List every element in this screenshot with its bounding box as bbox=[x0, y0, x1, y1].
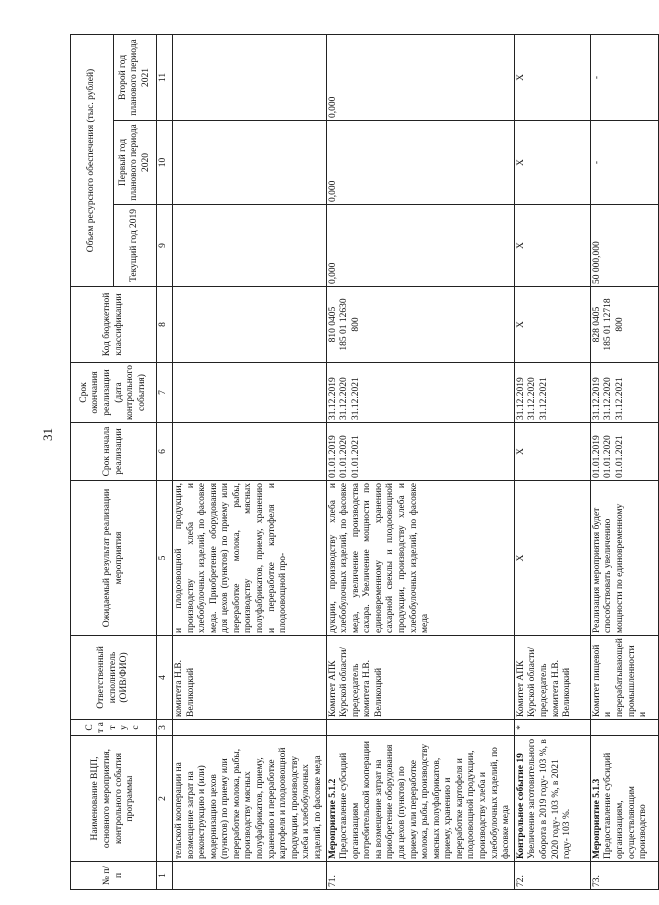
end-date: 31.12.2019 bbox=[327, 377, 338, 420]
kbk-part: 828 0405 bbox=[591, 306, 602, 343]
rotated-table-region bbox=[70, 35, 649, 890]
start-date: 01.01.2019 bbox=[591, 435, 602, 478]
header-2021: Второй год планового периода 2021 bbox=[114, 34, 157, 120]
column-number: 6 bbox=[157, 423, 173, 481]
row-name bbox=[590, 736, 658, 862]
kbk-part: 185 01 12630 bbox=[339, 298, 350, 351]
row-v2020: 0,000 bbox=[326, 121, 514, 205]
row-end bbox=[590, 363, 658, 423]
row-num: 71. bbox=[326, 862, 514, 890]
row-start bbox=[590, 423, 658, 481]
page-number: 31 bbox=[40, 428, 55, 441]
row-name-title: Мероприятие 5.1.3 bbox=[591, 778, 602, 859]
row-kbk bbox=[173, 287, 327, 363]
header-2020: Первый год планового периода 2020 bbox=[114, 121, 157, 205]
row-v2020 bbox=[173, 121, 327, 205]
row-executor: Комитет АПК Курской области/председатель комитета Н.В. Великоцкий bbox=[326, 636, 514, 720]
column-number: 5 bbox=[157, 481, 173, 636]
row-executor: комитета Н.В. Великоцкий bbox=[173, 636, 327, 720]
row-kbk bbox=[326, 287, 514, 363]
table-row bbox=[173, 34, 327, 889]
row-num: 73. bbox=[590, 862, 658, 890]
row-v2020: Х bbox=[514, 121, 590, 205]
row-result: дукции, производству хлеба и хлебобулочных изделий, по фасовке меда, увеличение производства сахара. Увеличение мощности по единовременному хранению сахарной свеклы и плодоовощной продукции, производству хлеба и хлебобулочных изделий, по фасовке меда bbox=[326, 481, 514, 636]
row-start bbox=[326, 423, 514, 481]
row-num: 72. bbox=[514, 862, 590, 890]
row-end bbox=[514, 363, 590, 423]
row-status bbox=[590, 720, 658, 736]
header-kbk: Код бюджетной классификации bbox=[71, 287, 157, 363]
header-result: Ожидаемый результат реализации мероприятия bbox=[71, 481, 157, 636]
start-date: 01.01.2020 bbox=[339, 435, 350, 478]
row-name bbox=[326, 736, 514, 862]
header-executor: Ответственный исполнитель (ОИВ/ФИО) bbox=[71, 636, 157, 720]
row-result: Реализация мероприятия будет способствовать увеличению мощности по единовременному bbox=[590, 481, 658, 636]
end-date: 31.12.2021 bbox=[350, 377, 361, 420]
row-v2021: 0,000 bbox=[326, 34, 514, 120]
table-row bbox=[590, 34, 658, 889]
row-executor: Комитет АПК Курской области/председатель комитета Н.В. Великоцкий bbox=[514, 636, 590, 720]
kbk-part: 185 01 12718 bbox=[603, 298, 614, 351]
row-status bbox=[326, 720, 514, 736]
row-num bbox=[173, 862, 327, 890]
row-v2020: - bbox=[590, 121, 658, 205]
column-number: 7 bbox=[157, 363, 173, 423]
row-name bbox=[514, 736, 590, 862]
kbk-part: 800 bbox=[614, 317, 625, 332]
row-end bbox=[173, 363, 327, 423]
end-date: 31.12.2020 bbox=[603, 377, 614, 420]
table-row bbox=[514, 34, 590, 889]
row-v2021: Х bbox=[514, 34, 590, 120]
row-end bbox=[326, 363, 514, 423]
row-name-text: тельской кооперации на возмещение затрат на реконструкцию и (или) модернизацию цехов (пунктов) по приему или переработке молока, рыбы, производству мясных полуфабрикатов, приему, хранению и переработке картофеля и плодоовощной продукции, производству хлеба и хлебобулочных изделий, по фасовке меда bbox=[174, 747, 323, 859]
row-v2019: Х bbox=[514, 205, 590, 287]
start-date: 01.01.2021 bbox=[350, 435, 361, 478]
row-v2021 bbox=[173, 34, 327, 120]
kbk-part: 800 bbox=[350, 317, 361, 332]
column-number: 2 bbox=[157, 736, 173, 862]
row-name-text: Предоставление субсидий организациям, осуществляющим производство bbox=[603, 752, 649, 859]
row-kbk: Х bbox=[514, 287, 590, 363]
column-number: 4 bbox=[157, 636, 173, 720]
start-date: 01.01.2019 bbox=[327, 435, 338, 478]
column-numbers-row bbox=[157, 34, 173, 889]
end-date: 31.12.2020 bbox=[339, 377, 350, 420]
column-number: 1 bbox=[157, 862, 173, 890]
end-date: 31.12.2019 bbox=[515, 377, 526, 420]
end-date: 31.12.2020 bbox=[527, 377, 538, 420]
column-number: 10 bbox=[157, 121, 173, 205]
row-v2019: 0,000 bbox=[326, 205, 514, 287]
row-name-text: Увеличение заготовительного оборота в 2019 году- 103 %, в 2020 году- 103 %, в 2021 году- 103 %. bbox=[527, 738, 573, 859]
row-result: Х bbox=[514, 481, 590, 636]
header-2019: Текущий год 2019 bbox=[114, 205, 157, 287]
start-date: 01.01.2020 bbox=[603, 435, 614, 478]
start-date: 01.01.2021 bbox=[614, 435, 625, 478]
end-date: 31.12.2021 bbox=[614, 377, 625, 420]
end-date: 31.12.2019 bbox=[591, 377, 602, 420]
column-number: 11 bbox=[157, 34, 173, 120]
table-row bbox=[326, 34, 514, 889]
header-row-1 bbox=[71, 34, 114, 889]
program-plan-table bbox=[70, 34, 659, 890]
row-name bbox=[173, 736, 327, 862]
row-start: Х bbox=[514, 423, 590, 481]
row-status: * bbox=[514, 720, 590, 736]
row-name-title: Контрольное событие 19 bbox=[515, 753, 526, 859]
column-number: 8 bbox=[157, 287, 173, 363]
row-name-text: Предоставление субсидий организациям потребительской кооперации на возмещение затрат на приобретение оборудования для цехов (пунктов) по приему или переработке молока, рыбы, производству мясных полуфабрикатов, приему, хранению и переработке картофеля и плодоовощной продукции, производству хлеба и хлебобулочных изделий, по фасовке меда bbox=[339, 740, 512, 859]
row-start bbox=[173, 423, 327, 481]
header-num: № п/п bbox=[71, 862, 157, 890]
row-v2019 bbox=[173, 205, 327, 287]
column-number: 3 bbox=[157, 720, 173, 736]
row-v2021: - bbox=[590, 34, 658, 120]
column-number: 9 bbox=[157, 205, 173, 287]
header-status: С т а т у с bbox=[71, 720, 157, 736]
end-date: 31.12.2021 bbox=[538, 377, 549, 420]
row-v2019: 50 000,000 bbox=[590, 205, 658, 287]
row-kbk bbox=[590, 287, 658, 363]
row-result: и плодоовощной продукции, производству хлеба и хлебобулочных изделий, по фасовке меда. Приобретение оборудования для цехов (пунктов) по приему или переработке молока, рыбы, производству мясных полуфабрикатов, приему, хранению и переработке картофеля и плодоовощной про- bbox=[173, 481, 327, 636]
kbk-part: 810 0405 bbox=[327, 306, 338, 343]
row-status bbox=[173, 720, 327, 736]
header-start: Срок начала реализации bbox=[71, 423, 157, 481]
row-name-title: Мероприятие 5.1.2 bbox=[327, 778, 338, 859]
header-end: Срок окончания реализации (дата контрольного события) bbox=[71, 363, 157, 423]
header-resource-group: Объем ресурсного обеспечения (тыс. рублей) bbox=[71, 34, 114, 286]
row-executor: Комитет пищевой и перерабатывающей промышленности и bbox=[590, 636, 658, 720]
header-name: Наименование ВЦП, основного мероприятия, контрольного события программы bbox=[71, 736, 157, 862]
